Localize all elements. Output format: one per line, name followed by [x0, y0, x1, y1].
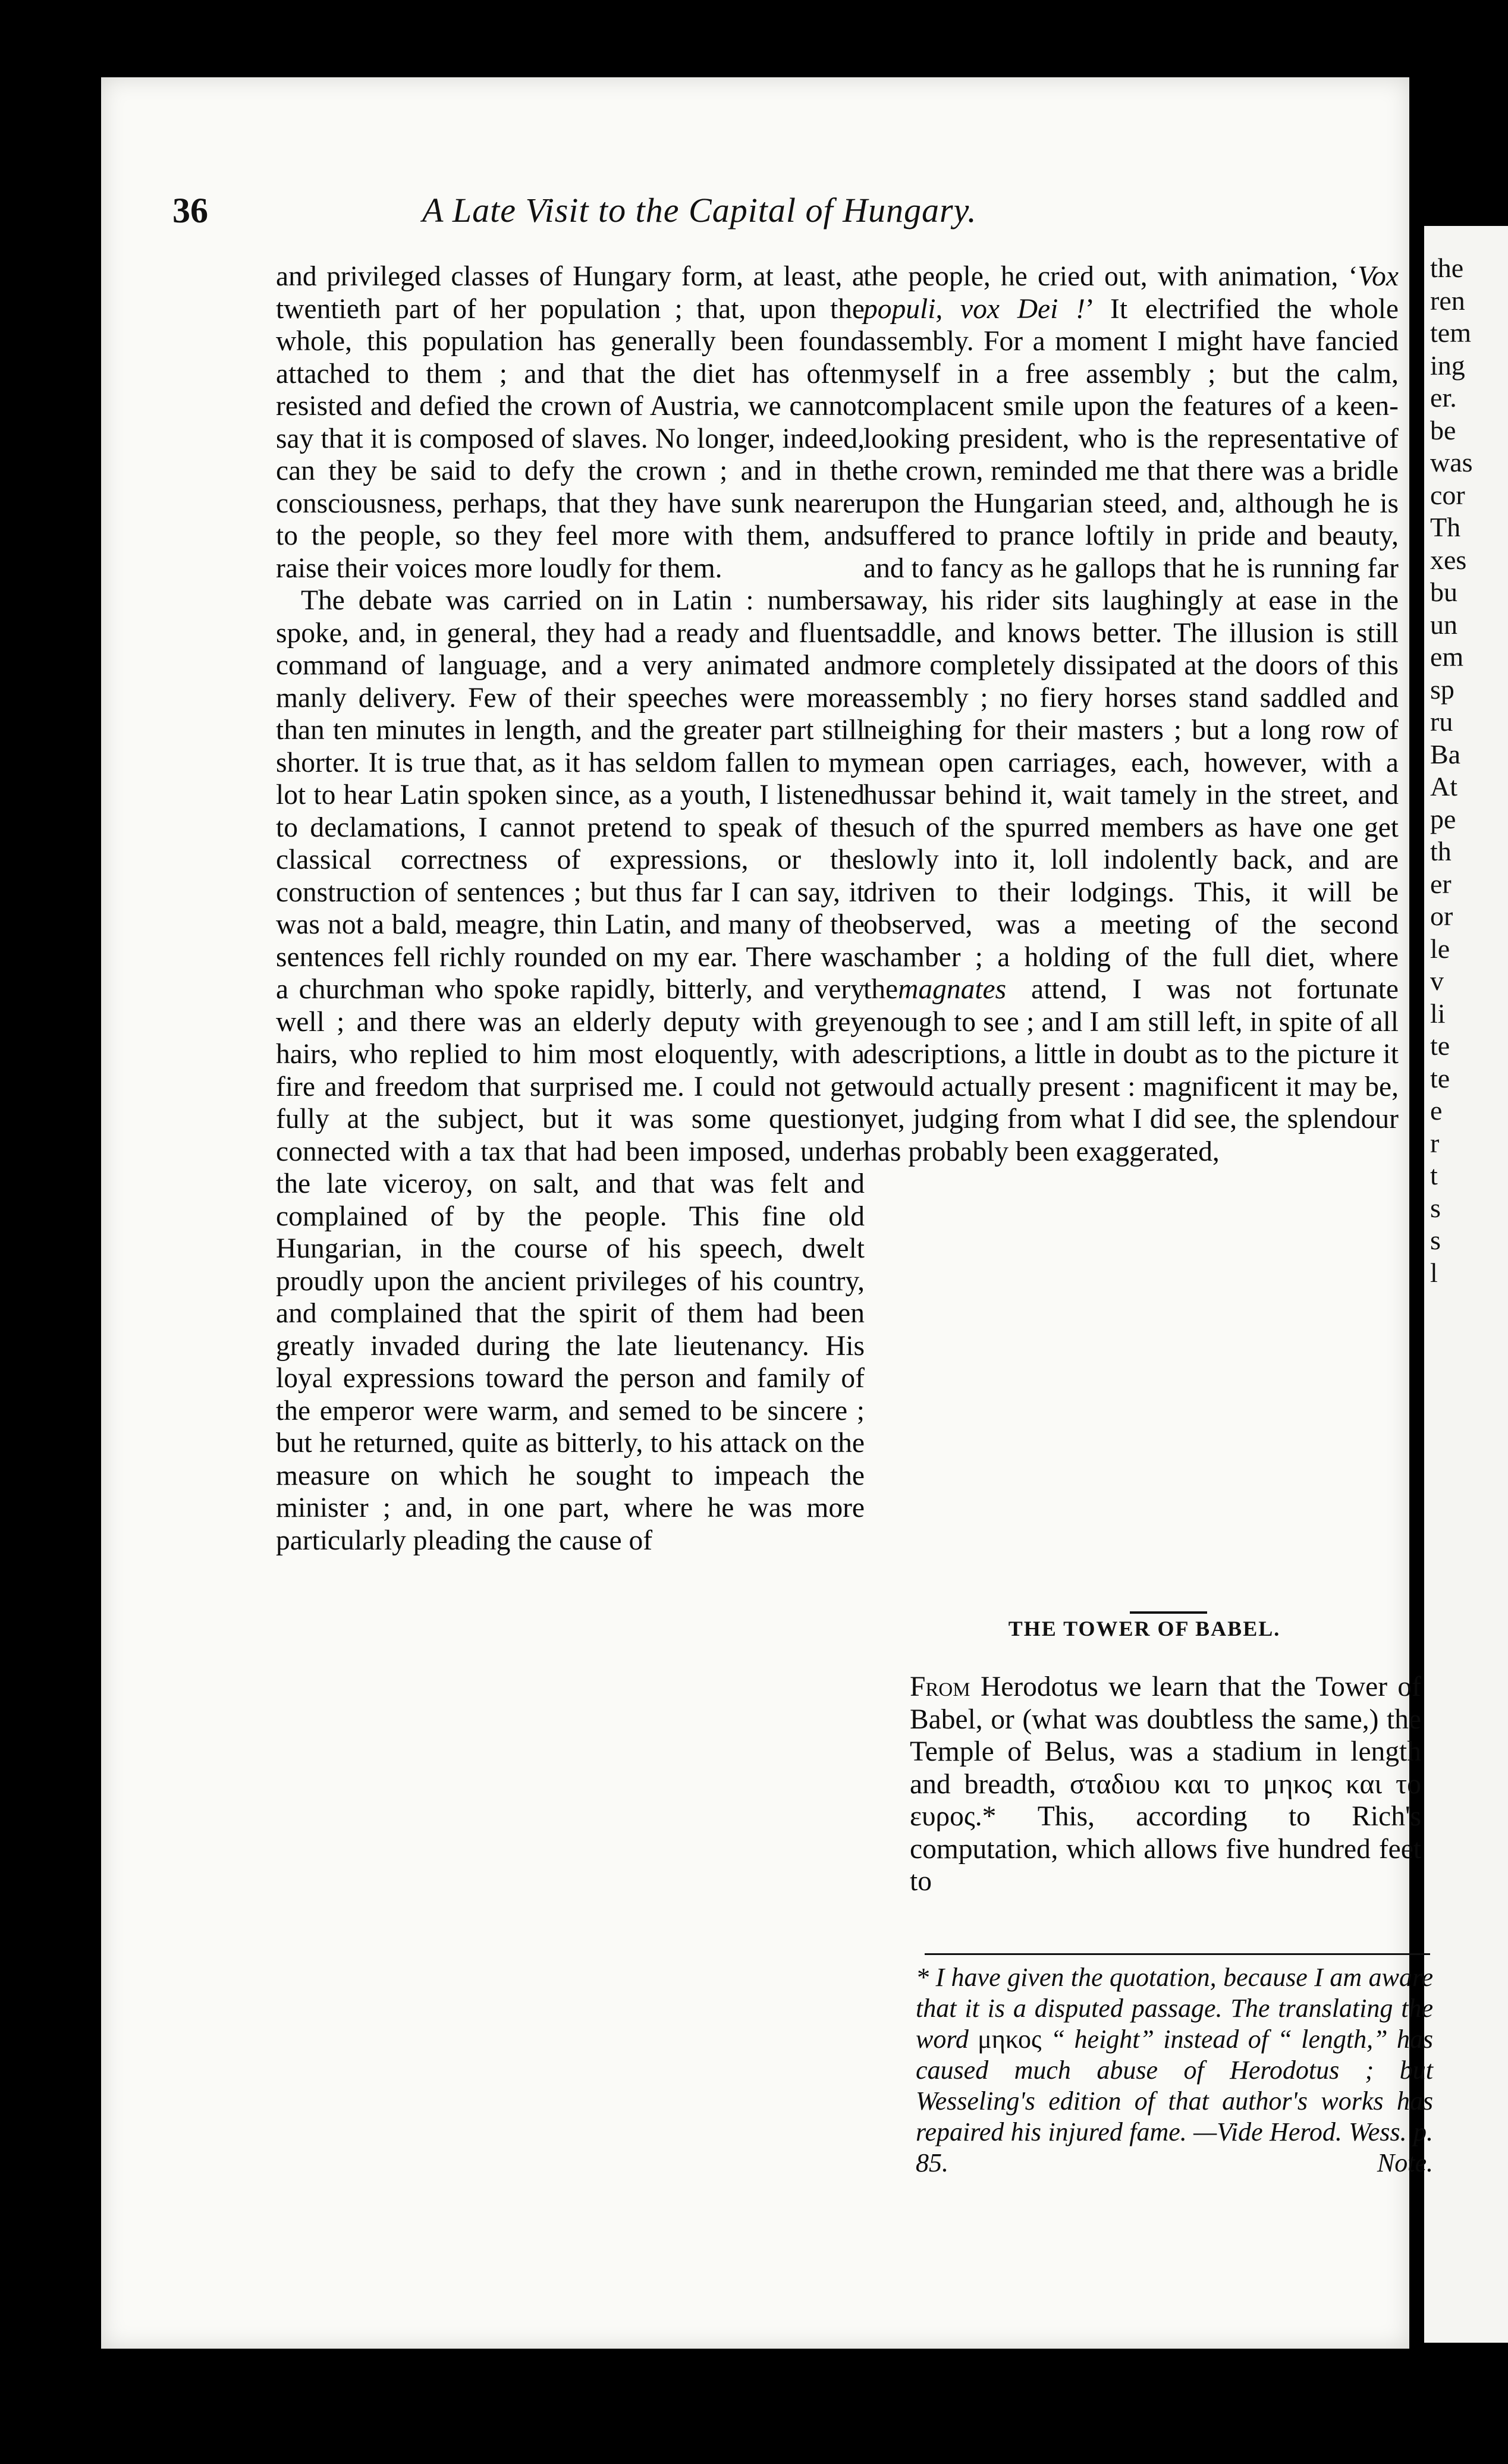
- footnote: [916, 1962, 1433, 2179]
- text-run: ’ It electrified the whole assembly. For a moment I might have fancied myself in a free assembly ; but the calm, complacent smile upon the features of a keen-looking president, who is the representative of the crown, reminded me that there was a bridle upon the Hungarian steed, and, although he is suffered to prance loftily in pride and beauty, and to fancy as he gallops that he is running far away, his rider sits laughingly at ease in the saddle, and knows better. The illusion is still more completely dissipated at the doors of this assembly ; no fiery horses stand saddled and neighing for their masters ; but a long row of mean open carriages, each, however, with a hussar behind it, wait tamely in the street, and such of the spurred members as have one get slowly into it, loll indolently back, and are driven to their lodgings. This, it will be observed, was a meeting of the second chamber ; a holding of the full diet, where the: [863, 293, 1399, 1005]
- latin-quote: Vox populi, vox Dei !: [863, 261, 1399, 325]
- section-divider: [1130, 1611, 1207, 1614]
- text-run: the people, he cried out, with animation, ‘: [863, 261, 1358, 292]
- facing-page-fragment: li: [1430, 998, 1446, 1029]
- facing-page-fragment: t: [1430, 1160, 1438, 1190]
- facing-page-fragment: le: [1430, 933, 1450, 964]
- footnote-note-label: Note.: [1377, 2148, 1433, 2177]
- facing-page-fragment: e: [1430, 1095, 1443, 1126]
- facing-page-fragment: ren: [1430, 285, 1465, 316]
- facing-page-fragment: te: [1430, 1030, 1450, 1061]
- facing-page-fragment: or: [1430, 901, 1453, 931]
- paragraph: and privileged classes of Hungary form, at least, a twentieth part of her population ; that, upon the whole, this population has generally been found attached to them ; and that the diet has often resisted and defied the crown of Austria, we cannot say that it is composed of slaves. No longer, indeed, can they be said to defy the crown ; and in the consciousness, perhaps, that they have sunk nearer to the people, so they feel more with them, and raise their voices more loudly for them.: [276, 261, 865, 584]
- facing-page-fragment: ru: [1430, 706, 1453, 737]
- first-word: From: [910, 1671, 970, 1702]
- page-header: [172, 190, 1183, 238]
- facing-page-fragment: s: [1430, 1192, 1441, 1223]
- facing-page-fragment: tem: [1430, 318, 1471, 348]
- facing-page-fragment: v: [1430, 966, 1444, 996]
- greek-word: μηκος: [978, 2025, 1042, 2054]
- facing-page-fragment: ing: [1430, 350, 1465, 381]
- facing-page-fragment: s: [1430, 1225, 1441, 1255]
- facing-page-fragment: em: [1430, 642, 1464, 672]
- right-column: [863, 260, 1399, 1168]
- paragraph: The debate was carried on in Latin : numbers spoke, and, in general, they had a ready and fluent command of language, and a very animated and manly delivery. Few of their speeches were more than ten minutes in length, and the greater part still shorter. It is true that, as it has seldom fallen to my lot to hear Latin spoken since, as a youth, I listened to declamations, I cannot pretend to speak of the classical correctness of expressions, or the construction of sentences ; but thus far I can say, it was not a bald, meagre, thin Latin, and many of the sentences fell richly rounded on my ear. There was a churchman who spoke rapidly, bitterly, and very well ; and there was an elderly deputy with grey hairs, who replied to him most eloquently, with a fire and freedom that surprised me. I could not get fully at the subject, but it was some question connected with a tax that had been imposed, under the late viceroy, on salt, and that was felt and complained of by the people. This fine old Hungarian, in the course of his speech, dwelt proudly upon the ancient privileges of his country, and complained that the spirit of them had been greatly invaded during the late lieutenancy. His loyal expressions toward the person and family of the emperor were warm, and semed to be sincere ; but he returned, quite as bitterly, to his attack on the measure on which he sought to impeach the minister ; and, in one part, where he was more particularly pleading the cause of: [276, 585, 865, 1556]
- facing-page-fragment: the: [1430, 253, 1464, 283]
- facing-page-fragment: l: [1430, 1257, 1438, 1288]
- book-binding-shadow: [0, 0, 101, 2464]
- footnote-text: * I have given the quotation, because I am aware that it is a disputed passage. The translating the word: [916, 1963, 1433, 2054]
- section-body: [910, 1671, 1421, 1898]
- facing-page-edge: [1424, 226, 1508, 2343]
- section-title: THE TOWER OF BABEL.: [1008, 1617, 1281, 1640]
- facing-page-fragment: un: [1430, 609, 1457, 640]
- facing-page-fragment: bu: [1430, 577, 1457, 607]
- facing-page-fragment: xes: [1430, 544, 1467, 575]
- facing-page-fragment: Ba: [1430, 738, 1461, 769]
- footnote-text: “ height” instead of “ length,” has caused much abuse of Herodotus ; but Wesseling's edition of that author's works has repaired his injured fame. —Vide Herod. Wess. p. 85.: [916, 2025, 1433, 2177]
- facing-page-fragment: er.: [1430, 382, 1457, 413]
- page-number: 36: [172, 191, 208, 230]
- facing-page-fragment: th: [1430, 836, 1452, 866]
- text-run: attend, I was not fortunate enough to see ; and I am still left, in spite of all descriptions, a little in doubt as to the picture it would actually present : magnificent it may be, yet, judging from what I did see, the splendour has probably been exaggerated,: [863, 974, 1399, 1167]
- left-column: [276, 260, 865, 1557]
- facing-page-fragment: pe: [1430, 803, 1456, 834]
- facing-page-fragment: te: [1430, 1063, 1450, 1093]
- italic-word: magnates: [898, 974, 1007, 1005]
- facing-page-fragment: cor: [1430, 479, 1465, 510]
- paragraph: [863, 260, 1399, 1168]
- facing-page-fragment: At: [1430, 771, 1457, 802]
- facing-page-fragment: er: [1430, 868, 1452, 899]
- text-run: Herodotus we learn that the Tower of Babel, or (what was doubtless the same,) the Temple of Belus, was a stadium in length and breadth, σταδιου και το μηκος και το ευρος.* This, according to Rich's computation, which allows five hundred feet to: [910, 1671, 1421, 1897]
- facing-page-fragment: r: [1430, 1127, 1440, 1158]
- facing-page-fragment: sp: [1430, 674, 1454, 705]
- facing-page-fragment: be: [1430, 414, 1456, 445]
- running-title: A Late Visit to the Capital of Hungary.: [422, 191, 977, 230]
- footnote-rule: [925, 1953, 1430, 1955]
- facing-page-fragment: was: [1430, 447, 1473, 477]
- facing-page-fragment: Th: [1430, 512, 1461, 542]
